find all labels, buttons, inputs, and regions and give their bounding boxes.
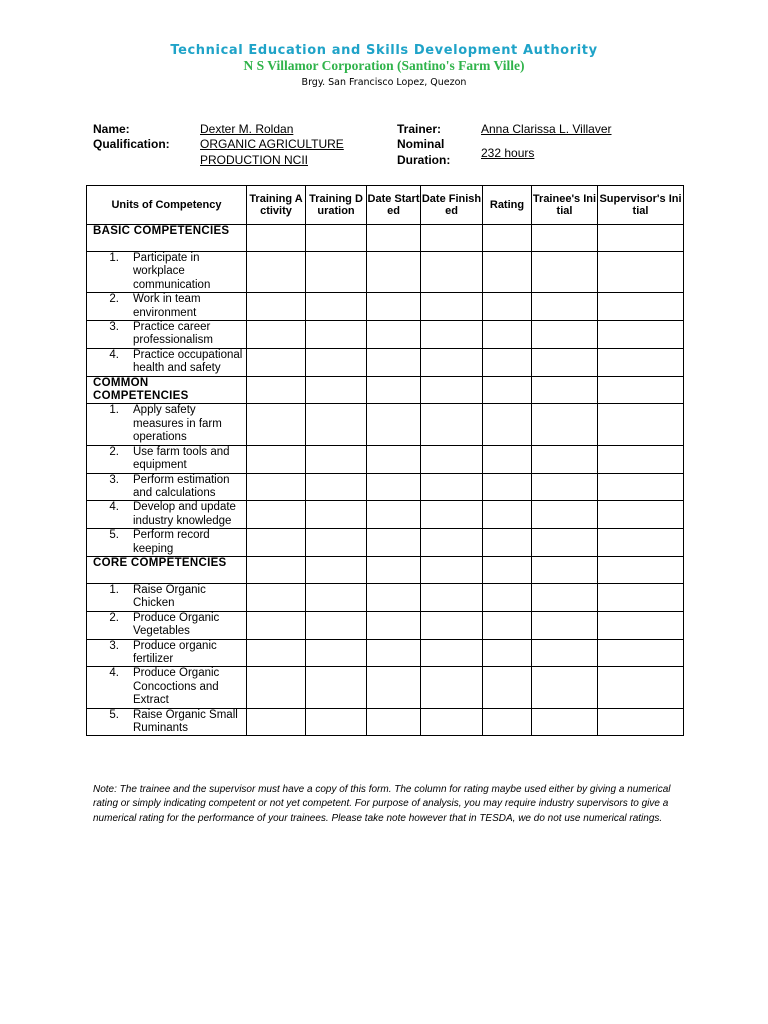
table-row [87, 445, 684, 473]
duration-label-line1: Nominal [397, 137, 445, 151]
entry-cell[interactable] [247, 667, 306, 708]
competency-name: Produce Organic Concoctions and Extract [133, 667, 220, 707]
entry-cell[interactable] [421, 529, 483, 557]
entry-cell[interactable] [598, 639, 684, 667]
entry-cell[interactable] [598, 501, 684, 529]
entry-cell[interactable] [421, 348, 483, 376]
entry-cell[interactable] [598, 293, 684, 321]
entry-cell[interactable] [532, 404, 598, 445]
entry-cell[interactable] [247, 611, 306, 639]
column-header: Date Finished [421, 186, 483, 225]
entry-cell[interactable] [247, 293, 306, 321]
entry-cell[interactable] [421, 501, 483, 529]
entry-cell[interactable] [421, 404, 483, 445]
entry-cell[interactable] [483, 708, 532, 736]
entry-cell[interactable] [247, 639, 306, 667]
competency-cell [87, 501, 247, 529]
table-row [87, 611, 684, 639]
entry-cell[interactable] [247, 445, 306, 473]
entry-cell[interactable] [532, 667, 598, 708]
competency-name: Produce Organic Vegetables [133, 611, 220, 638]
entry-cell[interactable] [247, 501, 306, 529]
entry-cell[interactable] [598, 321, 684, 349]
entry-cell[interactable] [306, 321, 367, 349]
section-title: COMMON COMPETENCIES [93, 376, 189, 403]
item-number: 2. [109, 611, 119, 624]
entry-cell[interactable] [483, 473, 532, 501]
entry-cell[interactable] [421, 556, 483, 583]
entry-cell[interactable] [421, 639, 483, 667]
item-number: 3. [109, 473, 119, 486]
entry-cell[interactable] [483, 225, 532, 252]
duration-label-line2: Duration: [397, 153, 451, 167]
column-header: Supervisor's Initial [598, 186, 684, 225]
entry-cell[interactable] [367, 225, 421, 252]
entry-cell[interactable] [367, 708, 421, 736]
entry-cell[interactable] [306, 611, 367, 639]
item-number: 2. [109, 293, 119, 306]
entry-cell[interactable] [306, 348, 367, 376]
entry-cell[interactable] [532, 639, 598, 667]
entry-cell[interactable] [483, 556, 532, 583]
item-number: 2. [109, 445, 119, 458]
entry-cell[interactable] [247, 225, 306, 252]
entry-cell[interactable] [367, 376, 421, 404]
table-row [87, 501, 684, 529]
section-cell [87, 225, 247, 252]
table-row [87, 348, 684, 376]
column-header: Rating [483, 186, 532, 225]
competency-cell [87, 639, 247, 667]
entry-cell[interactable] [421, 445, 483, 473]
section-cell [87, 556, 247, 583]
entry-cell[interactable] [367, 529, 421, 557]
entry-cell[interactable] [483, 376, 532, 404]
entry-cell[interactable] [598, 445, 684, 473]
company-address: Brgy. San Francisco Lopez, Quezon [301, 77, 467, 88]
competency-name: Perform record keeping [133, 529, 210, 555]
entry-cell[interactable] [532, 321, 598, 349]
entry-cell[interactable] [421, 225, 483, 252]
entry-cell[interactable] [483, 348, 532, 376]
column-header: Trainee's Initial [532, 186, 598, 225]
entry-cell[interactable] [247, 321, 306, 349]
entry-cell[interactable] [483, 404, 532, 445]
competency-cell [87, 611, 247, 639]
qualification-label: Qualification: [93, 137, 170, 151]
table-row [87, 404, 684, 445]
entry-cell[interactable] [367, 473, 421, 501]
entry-cell[interactable] [306, 639, 367, 667]
item-number: 4. [109, 667, 119, 680]
entry-cell[interactable] [421, 667, 483, 708]
section-row [87, 225, 684, 252]
table-header-row [87, 186, 684, 225]
entry-cell[interactable] [421, 473, 483, 501]
item-number: 5. [109, 708, 119, 721]
competency-cell [87, 473, 247, 501]
entry-cell[interactable] [306, 473, 367, 501]
competency-name: Apply safety measures in farm operations [133, 404, 222, 444]
competency-name: Use farm tools and equipment [133, 445, 230, 472]
trainer-label: Trainer: [397, 122, 442, 136]
entry-cell[interactable] [306, 529, 367, 557]
item-number: 1. [109, 583, 119, 596]
entry-cell[interactable] [306, 445, 367, 473]
item-number: 4. [109, 348, 119, 361]
entry-cell[interactable] [532, 348, 598, 376]
entry-cell[interactable] [367, 252, 421, 293]
entry-cell[interactable] [367, 293, 421, 321]
entry-cell[interactable] [367, 404, 421, 445]
column-header: Training Activity [247, 186, 306, 225]
entry-cell[interactable] [367, 583, 421, 611]
entry-cell[interactable] [247, 708, 306, 736]
org-title: Technical Education and Skills Development Authority [170, 43, 598, 58]
entry-cell[interactable] [367, 611, 421, 639]
entry-cell[interactable] [598, 529, 684, 557]
table-row [87, 473, 684, 501]
entry-cell[interactable] [483, 293, 532, 321]
competency-name: Practice career professionalism [133, 321, 213, 347]
entry-cell[interactable] [247, 583, 306, 611]
entry-cell[interactable] [367, 348, 421, 376]
entry-cell[interactable] [532, 376, 598, 404]
entry-cell[interactable] [367, 321, 421, 349]
competency-cell [87, 293, 247, 321]
entry-cell[interactable] [483, 321, 532, 349]
qualification-value-line1: ORGANIC AGRICULTURE [200, 137, 344, 151]
competency-name: Raise Organic Chicken [133, 583, 206, 610]
item-number: 3. [109, 321, 119, 334]
entry-cell[interactable] [421, 321, 483, 349]
entry-cell[interactable] [598, 708, 684, 736]
entry-cell[interactable] [247, 529, 306, 557]
column-header: Units of Competency [87, 186, 247, 225]
table-row [87, 529, 684, 557]
entry-cell[interactable] [247, 556, 306, 583]
competency-name: Practice occupational health and safety [133, 348, 243, 375]
section-row [87, 556, 684, 583]
competency-cell [87, 667, 247, 708]
competency-cell [87, 404, 247, 445]
trainer-value: Anna Clarissa L. Villaver [481, 122, 612, 136]
entry-cell[interactable] [532, 708, 598, 736]
entry-cell[interactable] [532, 252, 598, 293]
name-value: Dexter M. Roldan [200, 122, 294, 136]
entry-cell[interactable] [598, 473, 684, 501]
competency-cell [87, 445, 247, 473]
footnote: Note: The trainee and the supervisor must have a copy of this form. The column for rating maybe used either by giving a numerical rating or simply indicating competent or not yet competent. For purpose of analysis, you may require industry supervisors to give a numerical rating for the performance of your trainees. Please take note however that in TESDA, we do not use numerical ratings. [93, 784, 671, 824]
entry-cell[interactable] [483, 583, 532, 611]
entry-cell[interactable] [532, 501, 598, 529]
entry-cell[interactable] [421, 583, 483, 611]
entry-cell[interactable] [598, 404, 684, 445]
duration-value: 232 hours [481, 146, 535, 160]
entry-cell[interactable] [532, 583, 598, 611]
table-row [87, 293, 684, 321]
entry-cell[interactable] [367, 445, 421, 473]
qualification-value-line2: PRODUCTION NCII [200, 153, 308, 167]
entry-cell[interactable] [483, 667, 532, 708]
competency-cell [87, 348, 247, 376]
entry-cell[interactable] [483, 611, 532, 639]
name-label: Name: [93, 122, 130, 136]
entry-cell[interactable] [421, 252, 483, 293]
table-row [87, 708, 684, 736]
item-number: 4. [109, 501, 119, 514]
item-number: 1. [109, 252, 119, 264]
section-title: BASIC COMPETENCIES [93, 225, 230, 237]
entry-cell[interactable] [598, 348, 684, 376]
entry-cell[interactable] [483, 529, 532, 557]
competency-cell [87, 529, 247, 557]
section-cell [87, 376, 247, 404]
entry-cell[interactable] [306, 501, 367, 529]
entry-cell[interactable] [306, 667, 367, 708]
competency-name: Develop and update industry knowledge [133, 501, 236, 527]
competency-cell [87, 321, 247, 349]
item-number: 3. [109, 639, 119, 652]
entry-cell[interactable] [247, 348, 306, 376]
table-row [87, 583, 684, 611]
entry-cell[interactable] [532, 293, 598, 321]
entry-cell[interactable] [532, 445, 598, 473]
entry-cell[interactable] [306, 708, 367, 736]
entry-cell[interactable] [532, 225, 598, 252]
entry-cell[interactable] [421, 376, 483, 404]
entry-cell[interactable] [247, 473, 306, 501]
section-title: CORE COMPETENCIES [93, 556, 227, 569]
entry-cell[interactable] [483, 252, 532, 293]
entry-cell[interactable] [306, 252, 367, 293]
competency-name: Participate in workplace communication [133, 252, 211, 291]
table-row [87, 321, 684, 349]
entry-cell[interactable] [306, 404, 367, 445]
entry-cell[interactable] [306, 225, 367, 252]
entry-cell[interactable] [483, 639, 532, 667]
competency-cell [87, 252, 247, 293]
entry-cell[interactable] [367, 667, 421, 708]
entry-cell[interactable] [421, 293, 483, 321]
table-row [87, 252, 684, 293]
competency-table [86, 185, 684, 736]
item-number: 5. [109, 529, 119, 542]
entry-cell[interactable] [598, 611, 684, 639]
entry-cell[interactable] [483, 445, 532, 473]
table-row [87, 639, 684, 667]
entry-cell[interactable] [367, 501, 421, 529]
entry-cell[interactable] [598, 376, 684, 404]
column-header: Training Duration [306, 186, 367, 225]
entry-cell[interactable] [306, 556, 367, 583]
entry-cell[interactable] [532, 529, 598, 557]
item-number: 1. [109, 404, 119, 417]
table-row [87, 667, 684, 708]
entry-cell[interactable] [421, 611, 483, 639]
entry-cell[interactable] [598, 556, 684, 583]
company-title: N S Villamor Corporation (Santino's Farm Ville) [243, 58, 525, 73]
entry-cell[interactable] [532, 473, 598, 501]
table-body [87, 225, 684, 736]
entry-cell[interactable] [306, 376, 367, 404]
competency-cell [87, 708, 247, 736]
competency-name: Raise Organic Small Ruminants [133, 708, 238, 734]
entry-cell[interactable] [598, 225, 684, 252]
entry-cell[interactable] [598, 667, 684, 708]
entry-cell[interactable] [532, 611, 598, 639]
competency-name: Perform estimation and calculations [133, 473, 230, 499]
entry-cell[interactable] [247, 376, 306, 404]
section-row [87, 376, 684, 404]
entry-cell[interactable] [247, 404, 306, 445]
entry-cell[interactable] [367, 556, 421, 583]
entry-cell[interactable] [598, 583, 684, 611]
competency-cell [87, 583, 247, 611]
entry-cell[interactable] [598, 252, 684, 293]
entry-cell[interactable] [421, 708, 483, 736]
entry-cell[interactable] [532, 556, 598, 583]
column-header: Date Started [367, 186, 421, 225]
competency-name: Work in team environment [133, 293, 201, 319]
entry-cell[interactable] [367, 639, 421, 667]
entry-cell[interactable] [247, 252, 306, 293]
entry-cell[interactable] [306, 583, 367, 611]
competency-name: Produce organic fertilizer [133, 639, 217, 665]
entry-cell[interactable] [483, 501, 532, 529]
entry-cell[interactable] [306, 293, 367, 321]
